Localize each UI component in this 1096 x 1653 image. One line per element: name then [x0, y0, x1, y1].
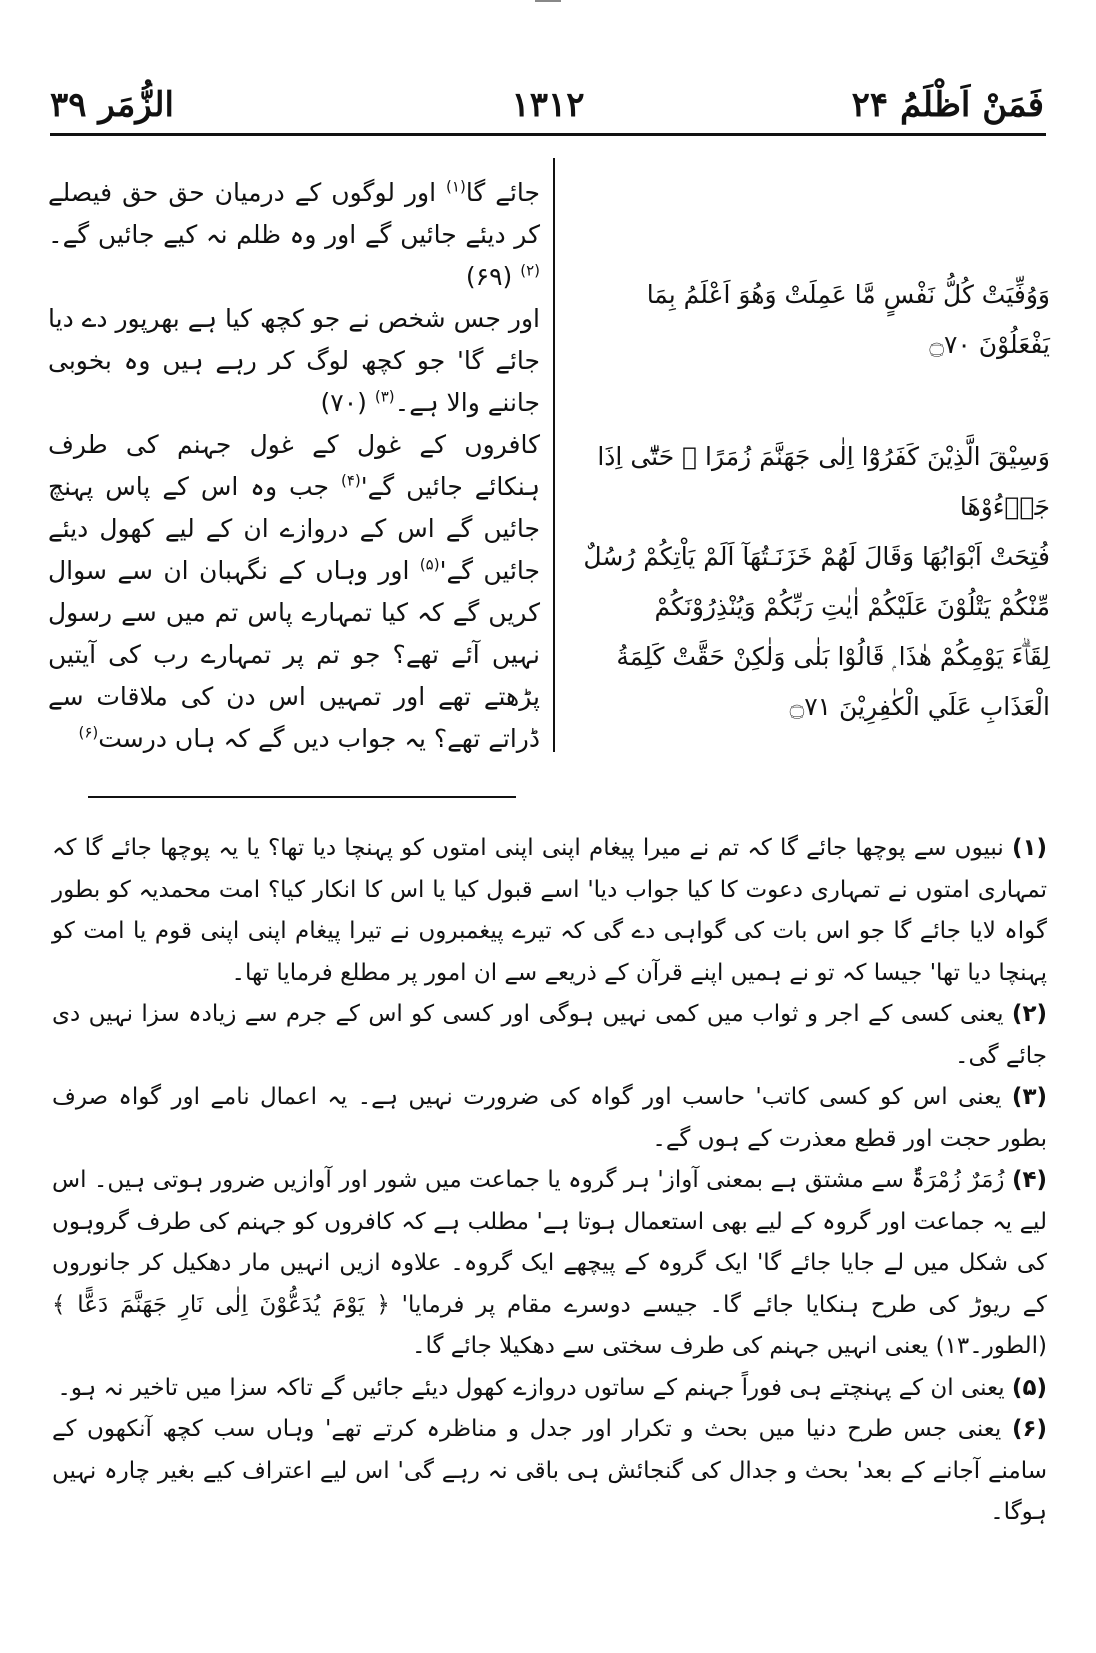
footnote-ref-3: (۳) — [374, 387, 395, 406]
footnote-2 — [52, 994, 1047, 1077]
footnote-text: یعنی کسی کے اجر و ثواب میں کمی نہیں ہوگی اور کسی کو اس کے جرم سے زیادہ سزا نہیں دی جائے گی۔ — [52, 1001, 1047, 1069]
footnote-ref-5: (۵) — [419, 555, 440, 574]
translation-text: کافروں کے غول کے غول جہنم کی طرف ہنکائے جائیں گے' — [48, 430, 540, 501]
footnote-text: نبیوں سے پوچھا جائے گا کہ تم نے میرا پیغام اپنی اپنی امتوں کو پہنچا دیا تھا؟ یا یہ پوچھا جائے گا کہ تمہاری امتوں نے تمہاری دعوت کا کیا جواب دیا' اسے قبول کیا یا اس کا انکار کیا؟ امت محمدیہ کو بطور گواہ لایا جائے گا جو اس بات کی گواہی دے گی کہ تیرے پیغمبروں نے تیرا پیغام اپنی اپنی قوم یا امت کو پہنچا دیا تھا' جیسا کہ تو نے ہمیں اپنے قرآن کے ذریعے سے ان امور پر مطلع فرمایا تھا۔ — [52, 835, 1047, 986]
footnote-1 — [52, 828, 1047, 994]
footnote-ref-2: (۲) — [520, 261, 540, 280]
footnote-ref-4: (۴) — [341, 471, 361, 490]
footnote-text: زُمَرٌ زُمْرَۃٌ سے مشتق ہے بمعنی آواز' ہر گروہ یا جماعت میں شور اور آوازیں ضرور ہوتی ہیں۔ اس لیے یہ جماعت اور گروہ کے لیے بھی استعمال ہوتا ہے' مطلب ہے کہ کافروں کو جہنم کی طرف گروہوں کی شکل میں لے جایا جائے گا' ایک گروہ کے پیچھے ایک گروہ۔ علاوہ ازیں انہیں مار دھکیل کر جانوروں کے ریوڑ کی طرح ہنکایا جائے گا۔ جیسے دوسرے مقام پر فرمایا' ﴿ يَوْمَ يُدَعُّوْنَ اِلٰى نَارِ جَهَنَّمَ دَعًّا ﴾ (الطور۔۱۳) یعنی انہیں جہنم کی طرف سختی سے دھکیلا جائے گا۔ — [52, 1167, 1047, 1359]
translation-paragraph-70 — [48, 298, 540, 424]
translation-paragraph-69 — [48, 172, 540, 298]
footnote-number: (۵) — [1011, 1374, 1047, 1401]
arabic-column — [572, 270, 1050, 732]
top-edge-mark — [535, 0, 561, 14]
verse-number-69: (۶۹) — [465, 262, 513, 291]
translation-text: جب وہ اس کے پاس پہنچ جائیں گے اس کے دروازے ان کے لیے کھول دیئے جائیں گے' — [48, 472, 540, 585]
column-divider — [553, 158, 555, 752]
footnote-5 — [52, 1368, 1047, 1410]
footnote-text: یعنی اس کو کسی کاتب' حاسب اور گواہ کی ضرورت نہیں ہے۔ یہ اعمال نامے اور گواہ صرف بطور حجت اور قطع معذرت کے ہوں گے۔ — [52, 1084, 1047, 1152]
footnote-6 — [52, 1409, 1047, 1534]
footnote-text: یعنی جس طرح دنیا میں بحث و تکرار اور جدل و مناظرہ کرتے تھے' وہاں سب کچھ آنکھوں کے سامنے آجانے کے بعد' بحث و جدال کی گنجائش ہی باقی نہ رہے گی' اس لیے اعتراف کیے بغیر چارہ نہیں ہوگا۔ — [52, 1416, 1047, 1525]
footnote-number: (۴) — [1011, 1167, 1048, 1193]
arabic-verse-line: مِّنْكُمْ يَتْلُوْنَ عَلَيْكُمْ اٰيٰتِ رَبِّكُمْ وَيُنْذِرُوْنَكُمْ — [654, 592, 1050, 621]
arabic-verse-line: وَسِيْقَ الَّذِيْنَ كَفَرُوْٓا اِلٰى جَهَنَّمَ زُمَرًا ۭ حَتّٰٓى اِذَا جَاۗءُوْهَا — [597, 442, 1050, 521]
footnote-number: (۶) — [1011, 1416, 1048, 1442]
translation-text: اور لوگوں کے درمیان حق حق فیصلے کر دیئے جائیں گے اور وہ ظلم نہ کیے جائیں گے۔ — [48, 178, 540, 249]
footnote-number: (۲) — [1011, 1001, 1047, 1027]
translation-text: اور وہاں کے نگہبان ان سے سوال کریں گے کہ کیا تمہارے پاس تم میں سے رسول نہیں آئے تھے؟ جو تم پر تمہارے رب کی آیتیں پڑھتے تھے اور تمہیں اس دن کی ملاقات سے ڈراتے تھے؟ یہ جواب دیں گے کہ ہاں درست — [48, 556, 540, 753]
header-rule — [50, 133, 1046, 136]
footnote-number: (۱) — [1011, 835, 1048, 861]
footnote-rule — [88, 796, 516, 798]
arabic-verse-70: وَوُفِّيَتْ كُلُّ نَفْسٍ مَّا عَمِلَتْ وَهُوَ اَعْلَمُ بِمَا يَفْعَلُوْنَ ۝٧٠ — [646, 280, 1050, 359]
translation-text: اور جس شخص نے جو کچھ کیا ہے بھرپور دے دیا جائے گا' جو کچھ لوگ کر رہے ہیں وہ بخوبی جاننے والا ہے۔ — [48, 304, 540, 417]
footnote-ref-6: (۶) — [78, 723, 99, 742]
arabic-verse-line: الْعَذَابِ عَلَي الْكٰفِرِيْنَ ۝٧١ — [789, 692, 1050, 721]
footnote-ref-1: (۱) — [446, 177, 466, 196]
translation-text: جائے گا — [465, 178, 540, 207]
footnotes — [52, 828, 1047, 1534]
translation-column — [48, 172, 540, 760]
arabic-verse-line: فُتِحَتْ اَبْوَابُهَا وَقَالَ لَهُمْ خَزَنَـتُهَآ اَلَمْ يَاْتِكُمْ رُسُلٌ — [583, 542, 1050, 571]
juz-name: فَمَنْ اَظْلَمُ ۲۴ — [851, 85, 1044, 125]
arabic-verse-line: لِقَاۗءَ يَوْمِكُمْ هٰذَا ۭ قَالُوْا بَلٰى وَلٰكِنْ حَقَّتْ كَلِمَةُ — [616, 642, 1050, 671]
footnote-number: (۳) — [1011, 1084, 1047, 1110]
footnote-3 — [52, 1077, 1047, 1160]
translation-paragraph-71 — [48, 424, 540, 760]
page-number: ۱۳۱۲ — [511, 85, 585, 125]
footnote-text: یعنی ان کے پہنچتے ہی فوراً جہنم کے ساتوں دروازے کھول دیئے جائیں گے تاکہ سزا میں تاخیر نہ ہو۔ — [57, 1374, 1005, 1401]
surah-name: الزُّمَر ۳۹ — [50, 85, 174, 125]
footnote-4 — [52, 1160, 1047, 1368]
verse-number-70: (۷۰) — [320, 388, 367, 417]
